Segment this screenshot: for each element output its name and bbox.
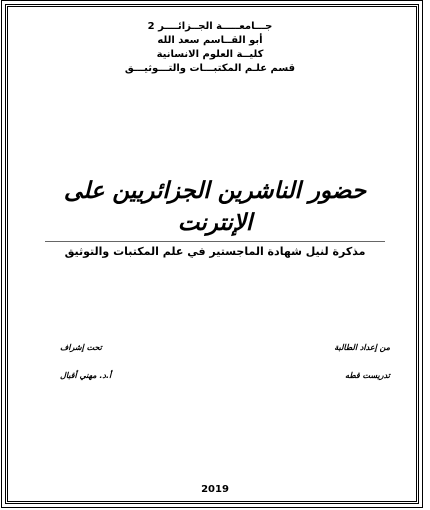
faculty-name: كليــة العلوم الانسانية [156,49,264,60]
institution-header [80,20,340,76]
thesis-title-line-2: الإنترنت [177,210,253,236]
year: 2019 [201,484,229,495]
student-label: من إعداد الطالبة [334,343,390,352]
student-name: تدريست قطه [345,371,390,380]
university-namesake: أبو القــاسم سعد الله [157,35,263,46]
university-name: جـــامعـــــة الجــزائــــر 2 [147,21,273,32]
supervisor-name: أ.د. مهني أقبال [60,371,112,380]
supervisor-label: تحت إشراف [60,343,102,352]
thesis-title-line-1: حضور الناشرين الجزائريين على [63,178,367,204]
title-divider [45,241,385,242]
thesis-title [30,175,400,239]
thesis-subtitle: مذكرة لنيل شهادة الماجستير في علم المكتبات والتوثيق [64,245,366,258]
department-name: قسم علـم المكتبـــات والتـــوثيـــق [124,63,296,74]
